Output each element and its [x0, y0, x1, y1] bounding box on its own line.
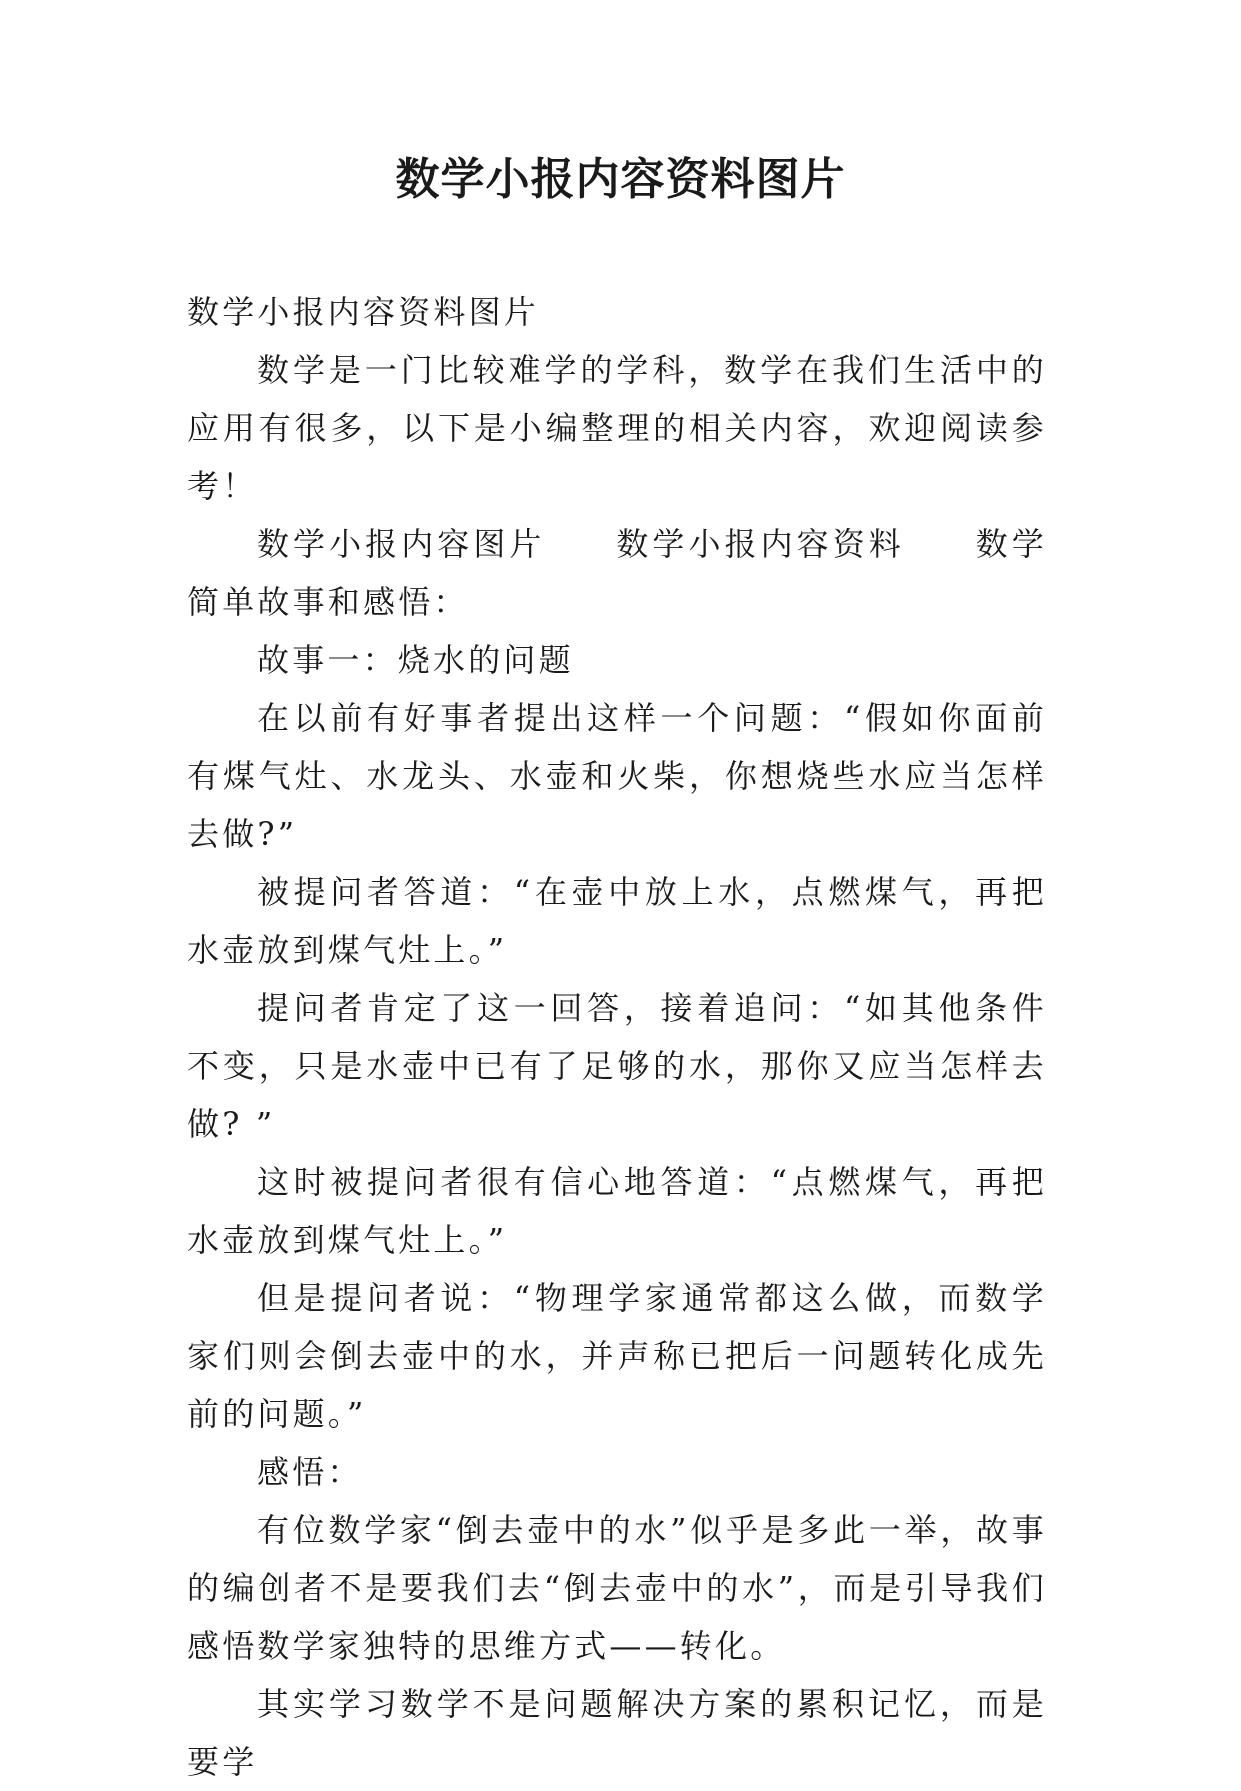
related-link-1[interactable]: 数学小报内容图片: [257, 525, 546, 563]
document-body: [187, 283, 1047, 1791]
document-title: 数学小报内容资料图片: [395, 154, 846, 205]
insight-heading: 感悟：: [257, 1453, 363, 1491]
story-paragraph: 在以前有好事者提出这样一个问题：“假如你面前有煤气灶、水龙头、水壶和火柴，你想烧些水应当怎样去做?”: [187, 699, 1047, 853]
story-paragraph: 被提问者答道：“在壶中放上水，点燃煤气，再把水壶放到煤气灶上。”: [187, 873, 1047, 969]
story-paragraph: 但是提问者说：“物理学家通常都这么做，而数学家们则会倒去壶中的水，并声称已把后一问题转化成先前的问题。”: [187, 1279, 1047, 1433]
story-heading: 故事一：烧水的问题: [257, 641, 574, 679]
insight-paragraph: 有位数学家“倒去壶中的水”似乎是多此一举，故事的编创者不是要我们去“倒去壶中的水”，而是引导我们感悟数学家独特的思维方式——转化。: [187, 1511, 1047, 1665]
related-link-2[interactable]: 数学小报内容资料: [615, 525, 905, 563]
story-paragraph: 提问者肯定了这一回答，接着追问：“如其他条件不变，只是水壶中已有了足够的水，那你又应当怎样去做? ”: [187, 989, 1047, 1143]
related-link-3[interactable]: 数学简单故事和感悟：: [187, 525, 1047, 621]
insight-paragraph: 其实学习数学不是问题解决方案的累积记忆，而是要学: [187, 1685, 1047, 1781]
story-paragraph: 这时被提问者很有信心地答道：“点燃煤气，再把水壶放到煤气灶上。”: [187, 1163, 1047, 1259]
related-links: [187, 515, 1047, 631]
intro-paragraph: 数学是一门比较难学的学科，数学在我们生活中的应用有很多，以下是小编整理的相关内容，欢迎阅读参考！: [187, 351, 1047, 505]
subtitle-line: 数学小报内容资料图片: [187, 293, 540, 331]
